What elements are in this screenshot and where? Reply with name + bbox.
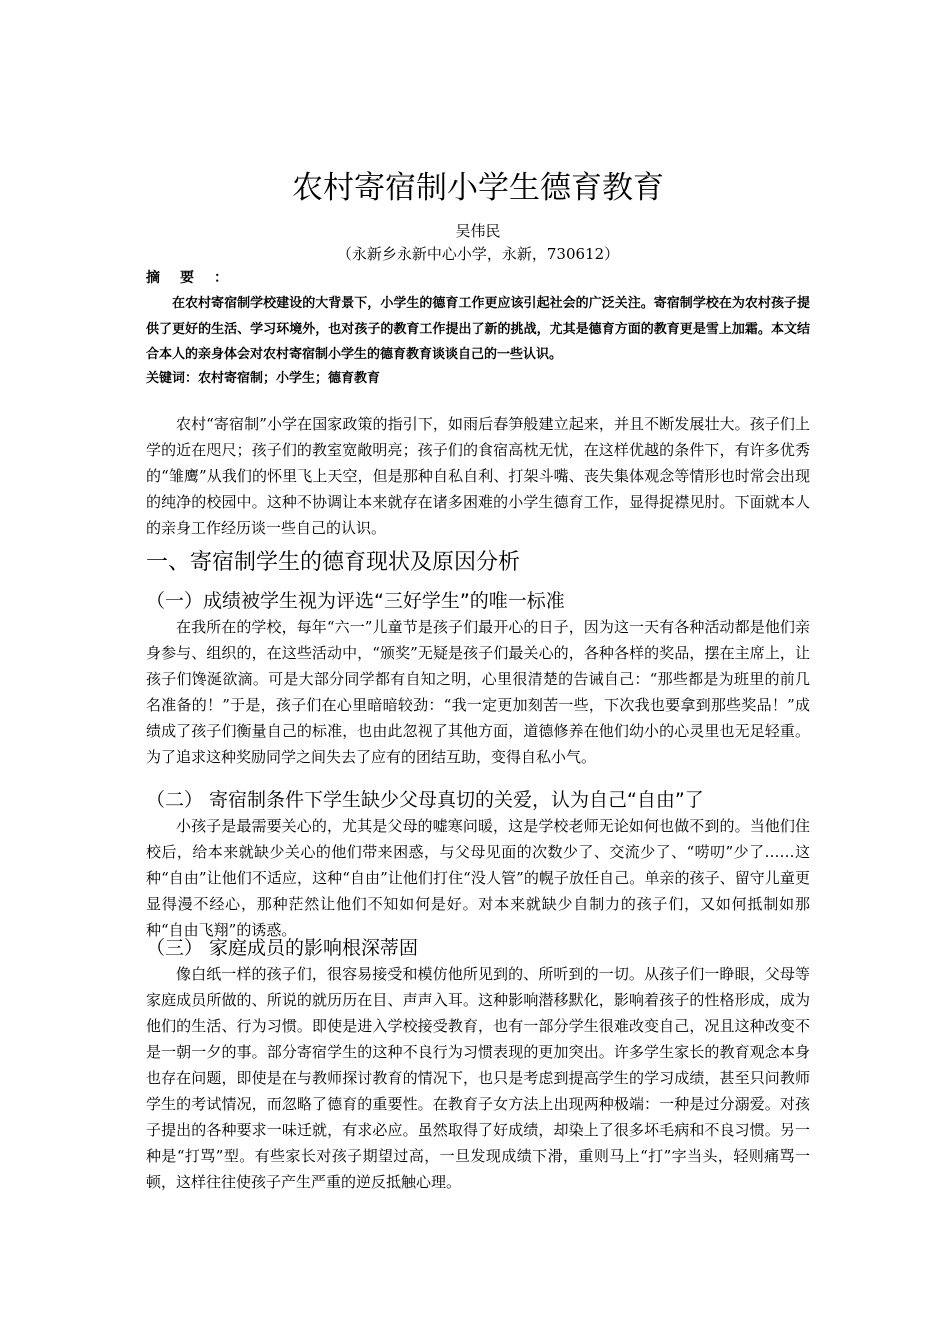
subsection-2-paragraph: 小孩子是最需要关心的，尤其是父母的嘘寒问暖，这是学校老师无论如何也做不到的。当他们住校后，给本来就缺少关心的他们带来困惑，与父母见面的次数少了、交流少了、“唠叨”少了……这种“自由”让他们不适应，这种“自由”让他们打住“没人管”的幌子放任自己。单亲的孩子、留守儿童更显得漫不经心，那种茫然让他们不知如何是好。对本来就缺少自制力的孩子们，又如何抵制如那种“自由飞翔”的诱惑。 xyxy=(146,817,810,939)
keywords-line xyxy=(146,368,380,390)
subsection-3-heading: （三） 家庭成员的影响根深蒂固 xyxy=(146,937,419,959)
paper-title: 农村寄宿制小学生德育教育 xyxy=(292,170,664,206)
author-affiliation: （永新乡永新中心小学，永新，730612） xyxy=(336,245,620,263)
abstract-text: 在农村寄宿制学校建设的大背景下，小学生的德育工作更应该引起社会的广泛关注。寄宿制学校在为农村孩子提供了更好的生活、学习环境外，也对孩子的教育工作提出了新的挑战，尤其是德育方面的教育更是雪上加霜。本文结合本人的亲身体会对农村寄宿制小学生的德育教育谈谈自己的一些认识。 xyxy=(146,296,810,362)
subsection-3-paragraph: 像白纸一样的孩子们，很容易接受和模仿他所见到的、所听到的一切。从孩子们一睁眼，父母等家庭成员所做的、所说的就历历在目、声声入耳。这种影响潜移默化，影响着孩子的性格形成，成为他们的生活、行为习惯。即使是进入学校接受教育，也有一部分学生很难改变自己，况且这种改变不是一朝一夕的事。部分寄宿学生的这种不良行为习惯表现的更加突出。许多学生家长的教育观念本身也存在问题，即使是在与教师探讨教育的情况下，也只是考虑到提高学生的学习成绩，甚至只问教师学生的考试情况，而忽略了德育的重要性。在教育子女方法上出现两种极端：一种是过分溺爱。对孩子提出的各种要求一味迁就，有求必应。虽然取得了好成绩，却染上了很多坏毛病和不良习惯。另一种是“打骂”型。有些家长对孩子期望过高，一旦发现成绩下滑，重则马上“打”字当头，轻则痛骂一顿，这样往往使孩子产生严重的逆反抵触心理。 xyxy=(146,965,810,1191)
author-name: 吴伟民 xyxy=(455,222,501,240)
subsection-2-heading: （二） 寄宿制条件下学生缺少父母真切的关爱，认为自己“自由”了 xyxy=(146,789,704,811)
subsection-1-paragraph: 在我所在的学校，每年“六一”儿童节是孩子们最开心的日子，因为这一天有各种活动都是他们亲身参与、组织的，在这些活动中，“颁奖”无疑是孩子们最关心的，各种各样的奖品，摆在主席上，让孩子们馋涎欲滴。可是大部分同学都有自知之明，心里很清楚的告诫自己：“那些都是为班里的前几名准备的！”于是，孩子们在心里暗暗较劲：“我一定更加刻苦一些，下次我也要拿到那些奖品！”成绩成了孩子们衡量自己的标准，也由此忽视了其他方面，道德修养在他们幼小的心灵里也无足轻重。为了追求这种奖励同学之间失去了应有的团结互助，变得自私小气。 xyxy=(146,618,810,766)
subsection-1-heading: （一）成绩被学生视为评选“三好学生”的唯一标准 xyxy=(146,590,565,612)
section-1-heading: 一、寄宿制学生的德育现状及原因分析 xyxy=(146,550,521,575)
intro-paragraph: 农村“寄宿制”小学在国家政策的指引下，如雨后春笋般建立起来，并且不断发展壮大。孩子们上学的近在咫尺；孩子们的教室宽敞明亮；孩子们的食宿高枕无忧，在这样优越的条件下，有许多优秀的“雏鹰”从我们的怀里飞上天空，但是那种自私自利、打架斗嘴、丧失集体观念等情形也时常会出现的纯净的校园中。这种不协调让本来就存在诸多困难的小学生德育工作，显得捉襟见肘。下面就本人的亲身工作经历谈一些自己的认识。 xyxy=(146,415,810,537)
abstract-label: 摘要： xyxy=(146,270,248,286)
keywords-label: 关键词： xyxy=(146,371,199,386)
keywords-text: 农村寄宿制；小学生；德育教育 xyxy=(198,371,381,386)
